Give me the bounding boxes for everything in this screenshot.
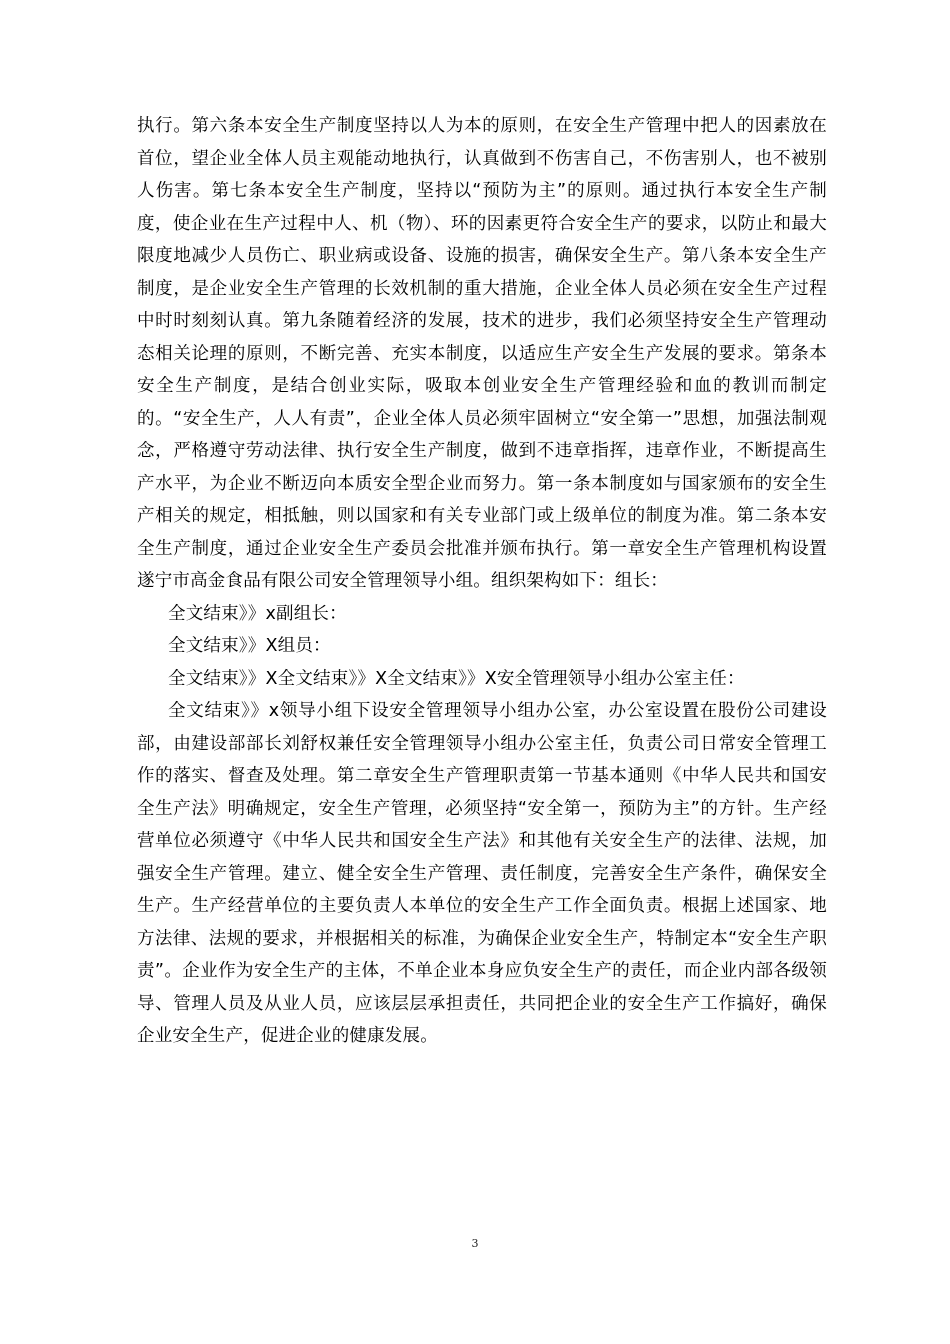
paragraph-management-duties: 全文结束》》x领导小组下设安全管理领导小组办公室，办公室设置在股份公司建设部，由建设部部长刘舒权兼任安全管理领导小组办公室主任，负责公司日常安全管理工作的落实、督查及处理。第二章安全生产管理职责第一节基本通则《中华人民共和国安全生产法》明确规定，安全生产管理，必须坚持“安全第一，预防为主”的方针。生产经营单位必须遵守《中华人民共和国安全生产法》和其他有关安全生产的法律、法规，加强安全生产管理。建立、健全安全生产管理、责任制度，完善安全生产条件，确保安全生产。生产经营单位的主要负责人本单位的安全生产工作全面负责。根据上述国家、地方法律、法规的要求，并根据相关的标准，为确保企业安全生产，特制定本“安全生产职责”。企业作为安全生产的主体，不单企业本身应负安全生产的责任，而企业内部各级领导、管理人员及从业人员，应该层层承担责任，共同把企业的安全生产工作搞好，确保企业安全生产，促进企业的健康发展。 (137, 701, 827, 1046)
document-body (137, 110, 827, 1053)
paragraph-office-director: 全文结束》》X全文结束》》X全文结束》》X安全管理领导小组办公室主任： (168, 668, 745, 689)
page-number: 3 (471, 1237, 479, 1250)
paragraph-safety-rules: 执行。第六条本安全生产制度坚持以人为本的原则，在安全生产管理中把人的因素放在首位，望企业全体人员主观能动地执行，认真做到不伤害自己，不伤害别人，也不被别人伤害。第七条本安全生产制度，坚持以“预防为主”的原则。通过执行本安全生产制度，使企业在生产过程中人、机（物）、环的因素更符合安全生产的要求，以防止和最大限度地减少人员伤亡、职业病或设备、设施的损害，确保安全生产。第八条本安全生产制度，是企业安全生产管理的长效机制的重大措施，企业全体人员必须在安全生产过程中时时刻刻认真。第九条随着经济的发展，技术的进步，我们必须坚持安全生产管理动态相关论理的原则，不断完善、充实本制度，以适应生产安全生产发展的要求。第条本安全生产制度，是结合创业实际，吸取本创业安全生产管理经验和血的教训而制定的。“安全生产，人人有责”，企业全体人员必须牢固树立“安全第一”思想，加强法制观念，严格遵守劳动法律、执行安全生产制度，做到不违章指挥，违章作业，不断提高生产水平，为企业不断迈向本质安全型企业而努力。第一条本制度如与国家颁布的安全生产相关的规定，相抵触，则以国家和有关专业部门或上级单位的制度为准。第二条本安全生产制度，通过企业安全生产委员会批准并颁布执行。第一章安全生产管理机构设置遂宁市高金食品有限公司安全管理领导小组。组织架构如下：组长： (137, 116, 827, 591)
paragraph-members: 全文结束》》X组员： (168, 636, 331, 656)
paragraph-deputy-leader: 全文结束》》x副组长： (168, 603, 347, 624)
